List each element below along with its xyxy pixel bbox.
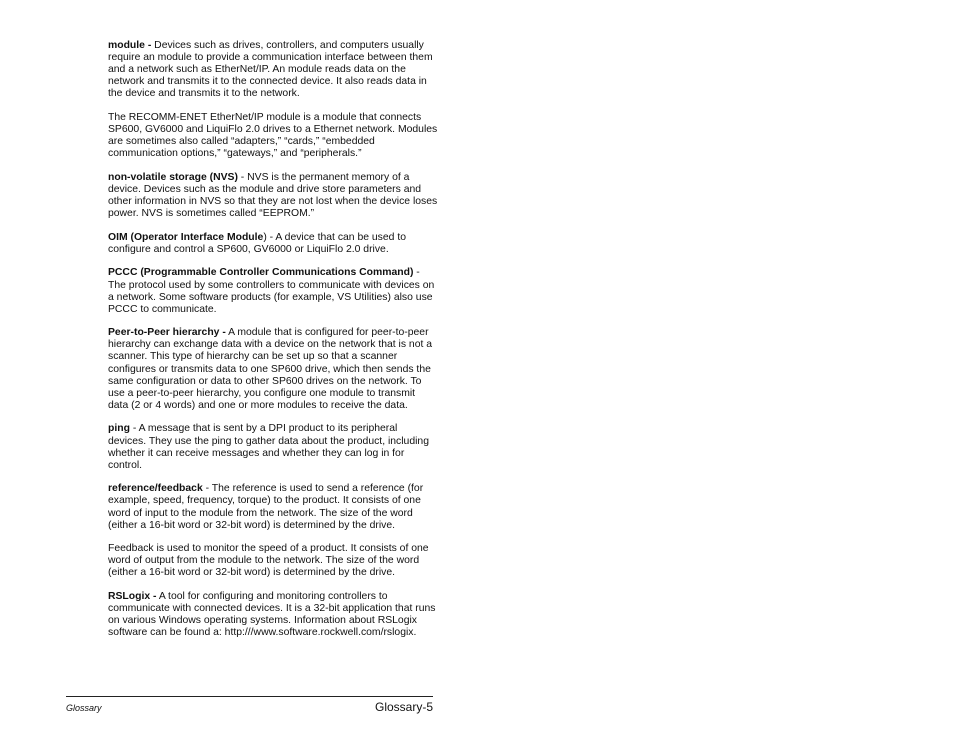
glossary-content <box>108 40 438 651</box>
glossary-term: RSLogix - <box>108 590 157 602</box>
glossary-definition: - NVS is the permanent memory of a device. Devices such as the module and drive store parameters and other information in NVS so that they are not lost when the device loses power. NVS is sometimes called “EEPROM.” <box>108 171 438 220</box>
glossary-term: PCCC (Programmable Controller Communications Command) <box>108 267 414 279</box>
glossary-term: OIM (Operator Interface Module <box>108 231 264 243</box>
glossary-term: non-volatile storage (NVS) <box>108 171 238 183</box>
glossary-definition: A tool for configuring and monitoring controllers to communicate with connected devices. It is a 32-bit application that runs on various Windows operating systems. Information about RSLogix software can be found a: http:///www.software.rockwell.com/rslogix. <box>108 590 436 639</box>
glossary-entry-reference-feedback <box>108 483 438 531</box>
glossary-definition: - The protocol used by some controllers to communicate with devices on a network. Some software products (for example, VS Utilities) also use PCCC to communicate. <box>108 267 435 315</box>
glossary-term: reference/feedback <box>108 483 203 495</box>
page-number: Glossary-5 <box>374 700 433 714</box>
glossary-term: ping <box>108 423 130 435</box>
glossary-entry-rslogix <box>108 591 438 639</box>
glossary-definition: - The reference is used to send a reference (for example, speed, frequency, torque) to the product. It consists of one word of input to the module from the network. The size of the word (either a 16-bit word or 32-bit word) is determined by the drive. <box>108 483 424 531</box>
glossary-definition: Feedback is used to monitor the speed of a product. It consists of one word of output from the module to the network. The size of the word (either a 16-bit word or 32-bit word) is determined by the drive. <box>108 543 429 579</box>
glossary-entry-module <box>108 40 438 100</box>
glossary-entry-pccc <box>108 267 438 315</box>
glossary-term: module - <box>108 40 152 51</box>
footer-divider <box>66 696 433 697</box>
glossary-definition: Devices such as drives, controllers, and computers usually require an module to provide a communication interface between them and a network such as EtherNet/IP. An module reads data on the network and transmits it to the connected device. It also reads data in the device and transmits it to the network. <box>108 40 433 100</box>
glossary-term: Peer-to-Peer hierarchy - <box>108 327 226 339</box>
glossary-entry-feedback-continued <box>108 543 438 579</box>
glossary-entry-oim <box>108 232 438 256</box>
glossary-definition: ) - A device that can be used to configure and control a SP600, GV6000 or LiquiFlo 2.0 drive. <box>108 231 406 255</box>
footer-section-label: Glossary <box>66 703 102 713</box>
glossary-definition: The RECOMM-ENET EtherNet/IP module is a module that connects SP600, GV6000 and LiquiFlo 2.0 drives to a Ethernet network. Modules are sometimes also called “adapters,” “cards,” “embedded communication options,” “gateways,” and “peripherals.” <box>108 111 438 160</box>
glossary-entry-ping <box>108 423 438 471</box>
glossary-entry-nvs <box>108 172 438 220</box>
glossary-entry-module-continued <box>108 112 438 160</box>
glossary-definition: - A message that is sent by a DPI product to its peripheral devices. They use the ping to gather data about the product, including whether it can receive messages and whether they can log in for control. <box>108 423 429 471</box>
glossary-definition: A module that is configured for peer-to-peer hierarchy can exchange data with a device on the network that is not a scanner. This type of hierarchy can be set up so that a scanner configures or transmits data to one SP600 drive, which then sends the same configuration or data to other SP600 drives on the network. To use a peer-to-peer hierarchy, you configure one module to transmit data (2 or 4 words) and one or more modules to receive the data. <box>108 327 433 411</box>
glossary-entry-peer-to-peer <box>108 327 438 412</box>
